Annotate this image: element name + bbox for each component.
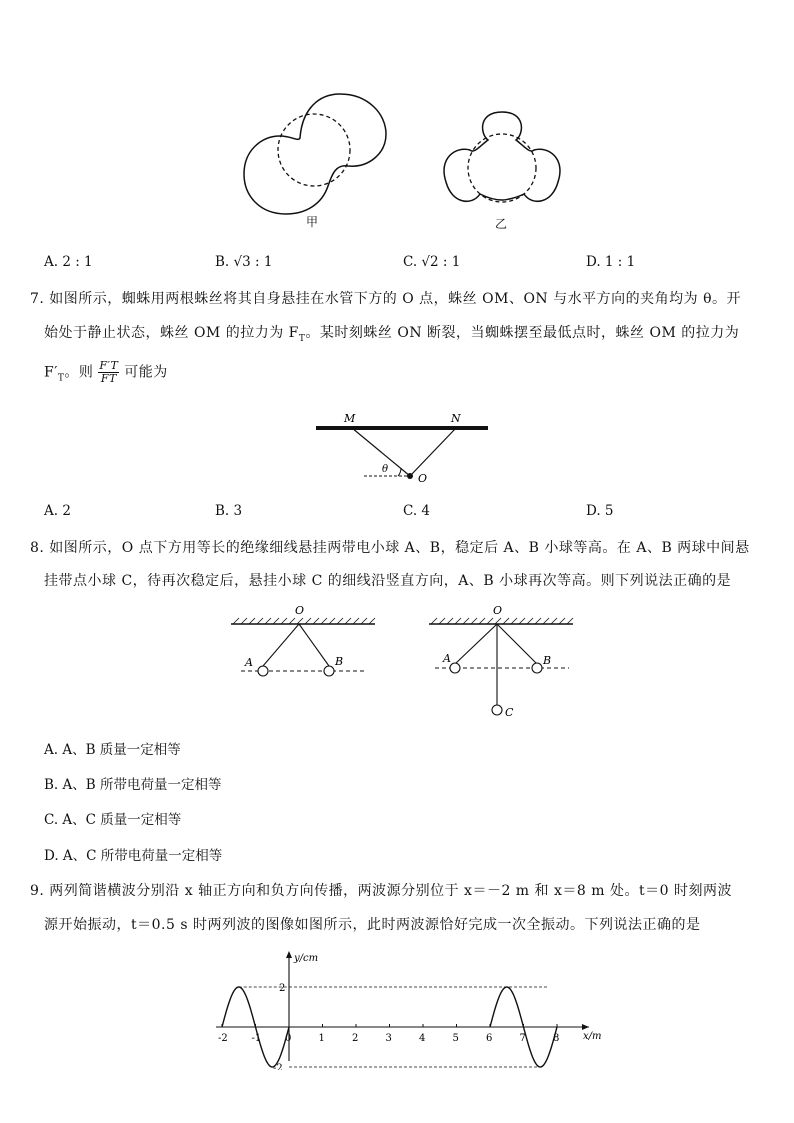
y-axis-arrow (286, 951, 292, 958)
x-tick-label: 6 (486, 1033, 493, 1044)
ball-c (492, 705, 502, 715)
q6-fig-right-label: 乙 (495, 217, 508, 231)
label-c: C (505, 706, 514, 719)
q6-fig-left-label: 甲 (306, 215, 319, 229)
label-a: A (443, 652, 451, 665)
y-tick-neg2: -2 (273, 1063, 283, 1070)
q8-option-b: B. A、B 所带电荷量一定相等 (44, 777, 222, 793)
ball-b (324, 666, 334, 676)
x-tick-label: 2 (352, 1033, 359, 1044)
q6-option-c: C. √2 : 1 (403, 254, 461, 270)
ball-b (532, 663, 542, 673)
spider-point (407, 473, 413, 479)
q8-option-a: A. A、B 质量一定相等 (44, 742, 181, 758)
q9-wave-graph (205, 945, 605, 1070)
q6-option-b: B. √3 : 1 (215, 254, 273, 270)
label-m: M (344, 412, 356, 425)
q8-stem-line2: 挂带点小球 C，待再次稳定后，悬挂小球 C 的细线沿竖直方向，A、B 小球再次等高。则下列说法正确的是 (44, 573, 732, 589)
ball-a (450, 663, 460, 673)
q6-figure-left (240, 90, 390, 215)
q6-figure-right (440, 110, 568, 215)
x-tick-label: 8 (553, 1033, 560, 1044)
q8-option-d: D. A、C 所带电荷量一定相等 (44, 848, 223, 864)
q7-option-d: D. 5 (586, 503, 614, 519)
label-n: N (451, 412, 461, 425)
label-o: O (418, 472, 428, 485)
x-tick-label: 3 (385, 1033, 392, 1044)
x-tick-label: -1 (251, 1033, 262, 1044)
label-o: O (493, 604, 503, 617)
thread-on (410, 428, 456, 476)
q7-fraction: $\frac{F'T}{FT}$ (99, 359, 119, 385)
x-tick-label: -2 (218, 1033, 228, 1044)
x-tick-label: 0 (285, 1033, 292, 1044)
q9-stem-line1: 9. 两列简谐横波分别沿 x 轴正方向和负方向传播，两波源分别位于 x＝－2 m 和 x＝8 m 处。t＝0 时刻两波 (30, 883, 732, 899)
label-b: B (335, 655, 344, 668)
q6-option-d: D. 1 : 1 (586, 254, 636, 270)
y-axis-label: y/cm (294, 953, 319, 964)
q7-stem-line3: $F'_T$。则 $\frac{F'T}{FT}$ 可能为 (44, 359, 168, 385)
x-axis-arrow (582, 1024, 589, 1030)
x-tick-label: 4 (419, 1033, 426, 1044)
label-o: O (295, 604, 305, 617)
q7-option-a: A. 2 (44, 503, 71, 519)
q9-stem-line2: 源开始振动，t＝0.5 s 时两列波的图像如图所示，此时两波源恰好完成一次全振动。下列说法正确的是 (44, 917, 701, 933)
q8-option-c: C. A、C 质量一定相等 (44, 812, 182, 828)
label-b: B (543, 654, 552, 667)
q7-option-c: C. 4 (403, 503, 431, 519)
q8-figure-right (425, 598, 585, 720)
q8-stem-line1: 8. 如图所示，O 点下方用等长的绝缘细线悬挂两带电小球 A、B，稳定后 A、B 小球等高。在 A、B 两球中间悬 (30, 540, 750, 556)
x-axis-label: x/m (583, 1031, 602, 1042)
q6-option-a: A. 2 : 1 (44, 254, 93, 270)
y-tick-2: 2 (279, 983, 286, 994)
q7-option-b: B. 3 (215, 503, 243, 519)
label-a: A (245, 656, 253, 669)
q7-figure (312, 408, 492, 490)
q8-figure-left (225, 598, 385, 682)
q7-stem-line2: 始处于静止状态，蛛丝 OM 的拉力为 $F_T$。某时刻蛛丝 ON 断裂，当蜘蛛摆至最低点时，蛛丝 OM 的拉力为 (44, 325, 740, 344)
ball-a (258, 666, 268, 676)
x-tick-label: 1 (318, 1033, 325, 1044)
x-tick-label: 7 (519, 1033, 526, 1044)
q7-stem-line1: 7. 如图所示，蜘蛛用两根蛛丝将其自身悬挂在水管下方的 O 点，蛛丝 OM、ON 与水平方向的夹角均为 θ。开 (30, 291, 742, 307)
label-theta: θ (382, 464, 389, 475)
x-tick-label: 5 (452, 1033, 459, 1044)
